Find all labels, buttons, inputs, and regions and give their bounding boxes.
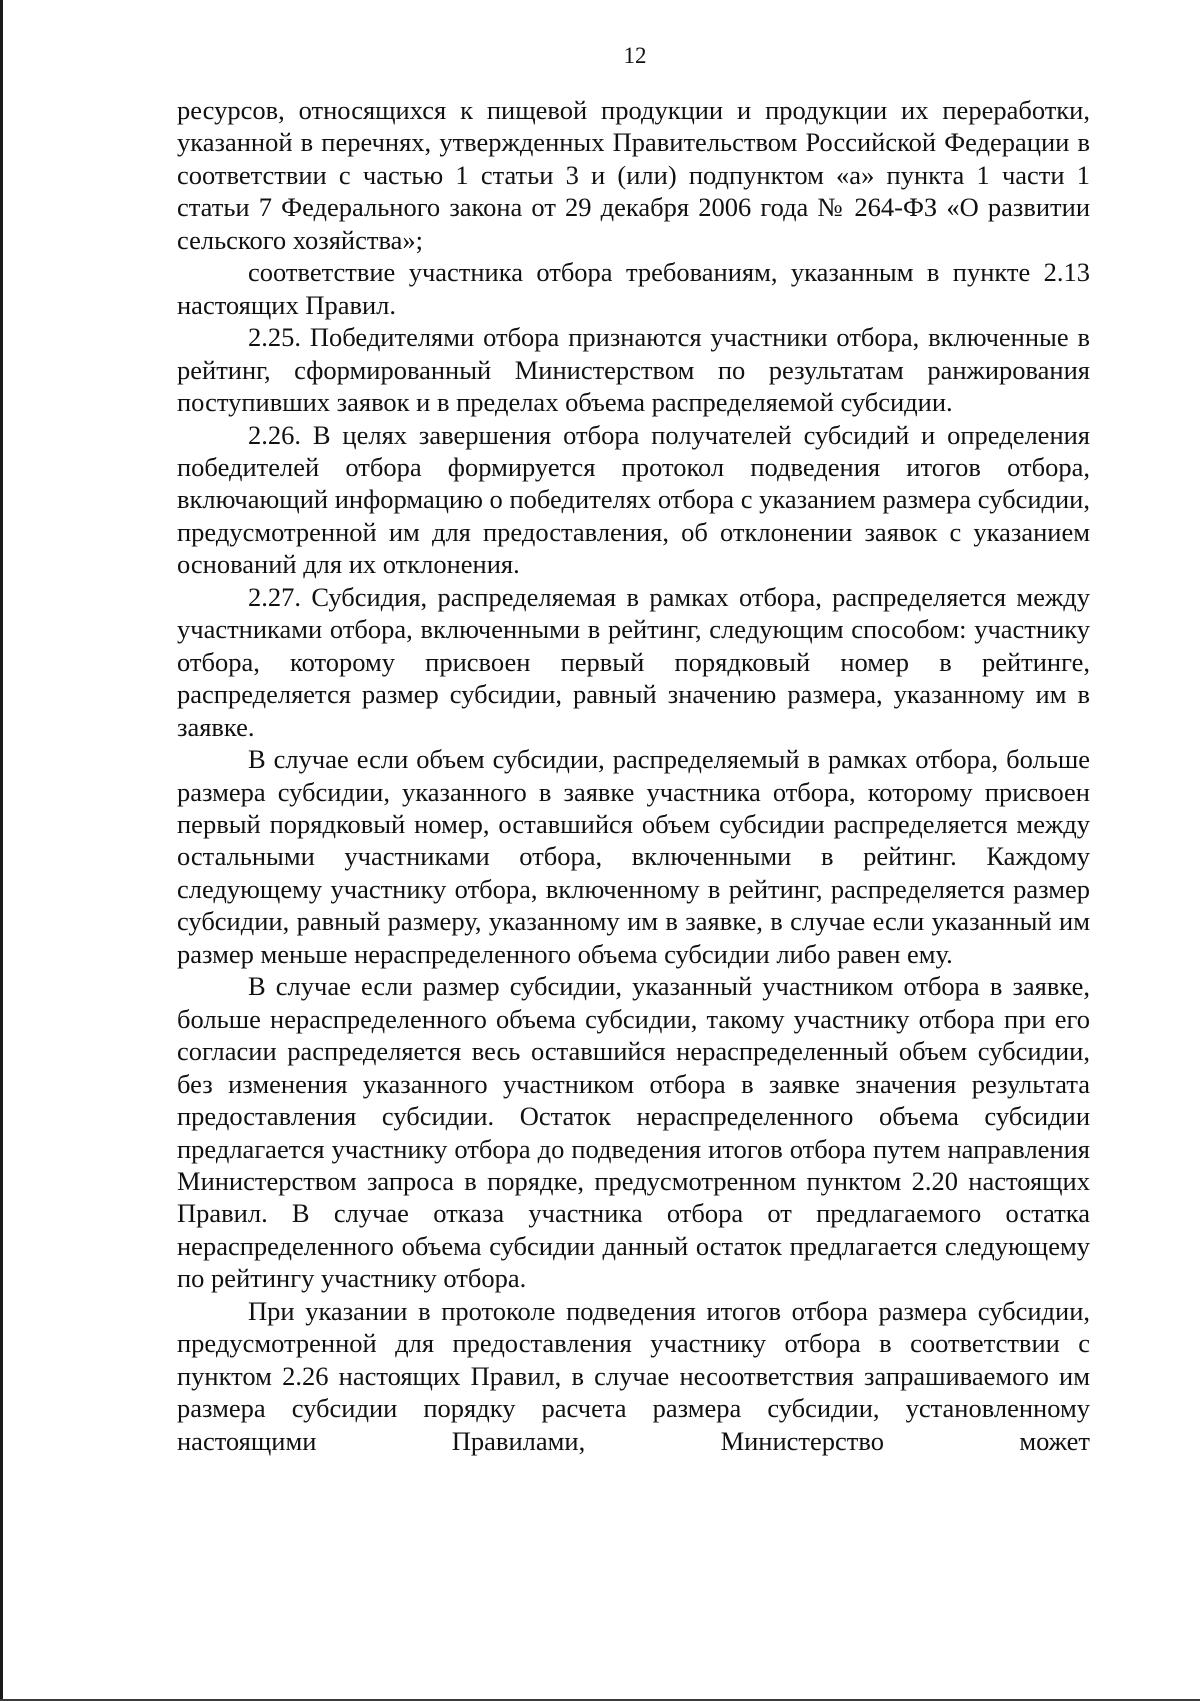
paragraph-2-27: 2.27. Субсидия, распределяемая в рамках отбора, распределяется между участниками отбора, включенными в рейтинг, следующим способом: участнику отбора, которому присвоен первый порядковый номер в рейтинге, распределяется размер субсидии, равный значению размера, указанному им в заявке. bbox=[177, 581, 1090, 742]
scan-edge-left bbox=[0, 0, 3, 1701]
paragraph-protocol-continued: При указании в протоколе подведения итогов отбора размера субсидии, предусмотренной для предоставления участнику отбора в соответствии с пунктом 2.26 настоящих Правил, в случае несоответствия запрашиваемого им размера субсидии порядку расчета размера субсидии, установленному настоящими Правилами, Министерство может bbox=[177, 1295, 1090, 1456]
paragraph-exceeding-size: В случае если размер субсидии, указанный участником отбора в заявке, больше нераспределенного объема субсидии, такому участнику отбора при его согласии распределяется весь оставшийся нераспределенный объем субсидии, без изменения указанного участником отбора в заявке значения результата предоставления субсидии. Остаток нераспределенного объема субсидии предлагается участнику отбора до подведения итогов отбора путем направления Министерством запроса в порядке, предусмотренном пунктом 2.20 настоящих Правил. В случае отказа участника отбора от предлагаемого остатка нераспределенного объема субсидии данный остаток предлагается следующему по рейтингу участнику отбора. bbox=[177, 971, 1090, 1294]
paragraph-2: соответствие участника отбора требованиям, указанным в пункте 2.13 настоящих Правил. bbox=[177, 257, 1090, 320]
document-body bbox=[177, 94, 1090, 1457]
paragraph-2-26: 2.26. В целях завершения отбора получателей субсидий и определения победителей отбора формируется протокол подведения итогов отбора, включающий информацию о победителях отбора с указанием размера субсидии, предусмотренной им для предоставления, об отклонении заявок с указанием оснований для их отклонения. bbox=[177, 419, 1090, 580]
page-number: 12 bbox=[623, 43, 647, 68]
paragraph-2-25: 2.25. Победителями отбора признаются участники отбора, включенные в рейтинг, сформированный Министерством по результатам ранжирования поступивших заявок и в пределах объема распределяемой субсидии. bbox=[177, 322, 1090, 418]
paragraph-1: ресурсов, относящихся к пищевой продукции и продукции их переработки, указанной в перечнях, утвержденных Правительством Российской Федерации в соответствии с частью 1 статьи 3 и (или) подпунктом «а» пункта 1 части 1 статьи 7 Федерального закона от 29 декабря 2006 года № 264-ФЗ «О развитии сельского хозяйства»; bbox=[177, 95, 1090, 255]
paragraph-remaining-volume: В случае если объем субсидии, распределяемый в рамках отбора, больше размера субсидии, указанного в заявке участника отбора, которому присвоен первый порядковый номер, оставшийся объем субсидии распределяется между остальными участниками отбора, включенными в рейтинг. Каждому следующему участнику отбора, включенному в рейтинг, распределяется размер субсидии, равный размеру, указанному им в заявке, в случае если указанный им размер меньше нераспределенного объема субсидии либо равен ему. bbox=[177, 744, 1090, 969]
